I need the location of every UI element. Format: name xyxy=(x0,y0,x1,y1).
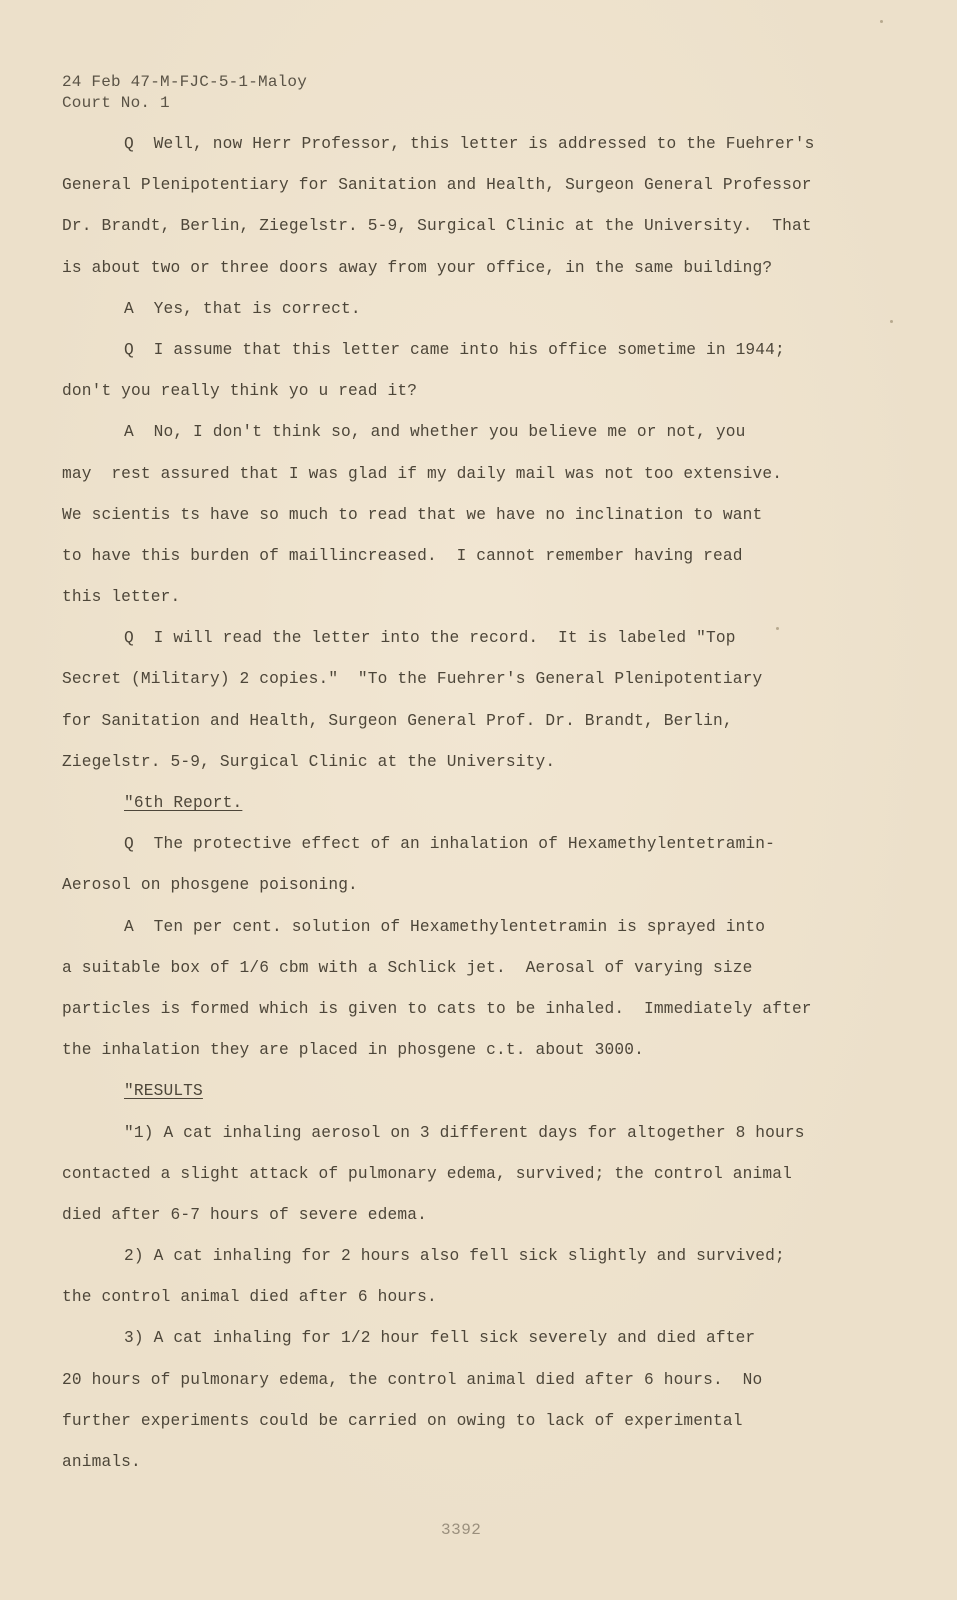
header-line-1: 24 Feb 47-M-FJC-5-1-Maloy xyxy=(62,73,308,91)
transcript-line: "RESULTS xyxy=(124,1082,203,1101)
transcript-line: animals. xyxy=(62,1453,141,1471)
transcript-line: this letter. xyxy=(62,588,181,607)
transcript-line: is about two or three doors away from your office, in the same building? xyxy=(62,258,773,277)
page-number: 3392 xyxy=(441,1521,482,1539)
paper-speck xyxy=(890,320,893,323)
transcript-line: Ziegelstr. 5-9, Surgical Clinic at the University. xyxy=(62,752,556,771)
transcript-line: a suitable box of 1/6 cbm with a Schlick jet. Aerosal of varying size xyxy=(62,958,753,977)
transcript-line: Q I will read the letter into the record. It is labeled "Top xyxy=(124,629,736,648)
transcript-line: 20 hours of pulmonary edema, the control animal died after 6 hours. No xyxy=(62,1370,763,1389)
paper-speck xyxy=(880,20,883,23)
paper-speck xyxy=(776,627,779,630)
transcript-line: Q The protective effect of an inhalation of Hexamethylentetramin- xyxy=(124,835,776,854)
transcript-line: contacted a slight attack of pulmonary edema, survived; the control animal xyxy=(62,1164,792,1183)
transcript-line: Aerosol on phosgene poisoning. xyxy=(62,876,358,895)
transcript-line: Q Well, now Herr Professor, this letter is addressed to the Fuehrer's xyxy=(124,135,815,153)
transcript-line: may rest assured that I was glad if my daily mail was not too extensive. xyxy=(62,464,783,483)
header-line-2: Court No. 1 xyxy=(62,94,170,112)
transcript-line: Secret (Military) 2 copies." "To the Fuehrer's General Plenipotentiary xyxy=(62,670,763,689)
transcript-line: 2) A cat inhaling for 2 hours also fell sick slightly and survived; xyxy=(124,1247,785,1266)
transcript-line: don't you really think yo u read it? xyxy=(62,382,418,401)
transcript-line: "6th Report. xyxy=(124,794,243,812)
transcript-line: died after 6-7 hours of severe edema. xyxy=(62,1205,427,1224)
transcript-line: "1) A cat inhaling aerosol on 3 different days for altogether 8 hours xyxy=(124,1123,805,1142)
transcript-line: General Plenipotentiary for Sanitation and Health, Surgeon General Professor xyxy=(62,176,812,195)
transcript-line: further experiments could be carried on owing to lack of experimental xyxy=(62,1411,743,1430)
transcript-line: Q I assume that this letter came into his office sometime in 1944; xyxy=(124,340,785,359)
transcript-line: the inhalation they are placed in phosgene c.t. about 3000. xyxy=(62,1041,644,1060)
transcript-body xyxy=(62,124,862,1483)
transcript-line: to have this burden of maillincreased. I cannot remember having read xyxy=(62,546,743,565)
document-header xyxy=(62,72,307,114)
transcript-line: Dr. Brandt, Berlin, Ziegelstr. 5-9, Surgical Clinic at the University. That xyxy=(62,217,812,236)
transcript-line: particles is formed which is given to cats to be inhaled. Immediately after xyxy=(62,999,812,1018)
transcript-line: A Yes, that is correct. xyxy=(124,299,361,318)
transcript-line: the control animal died after 6 hours. xyxy=(62,1288,437,1307)
transcript-line: 3) A cat inhaling for 1/2 hour fell sick severely and died after xyxy=(124,1329,756,1348)
transcript-line: A Ten per cent. solution of Hexamethylentetramin is sprayed into xyxy=(124,917,766,936)
transcript-line: for Sanitation and Health, Surgeon General Prof. Dr. Brandt, Berlin, xyxy=(62,711,733,730)
transcript-line: We scientis ts have so much to read that we have no inclination to want xyxy=(62,505,763,524)
transcript-line: A No, I don't think so, and whether you believe me or not, you xyxy=(124,423,746,442)
